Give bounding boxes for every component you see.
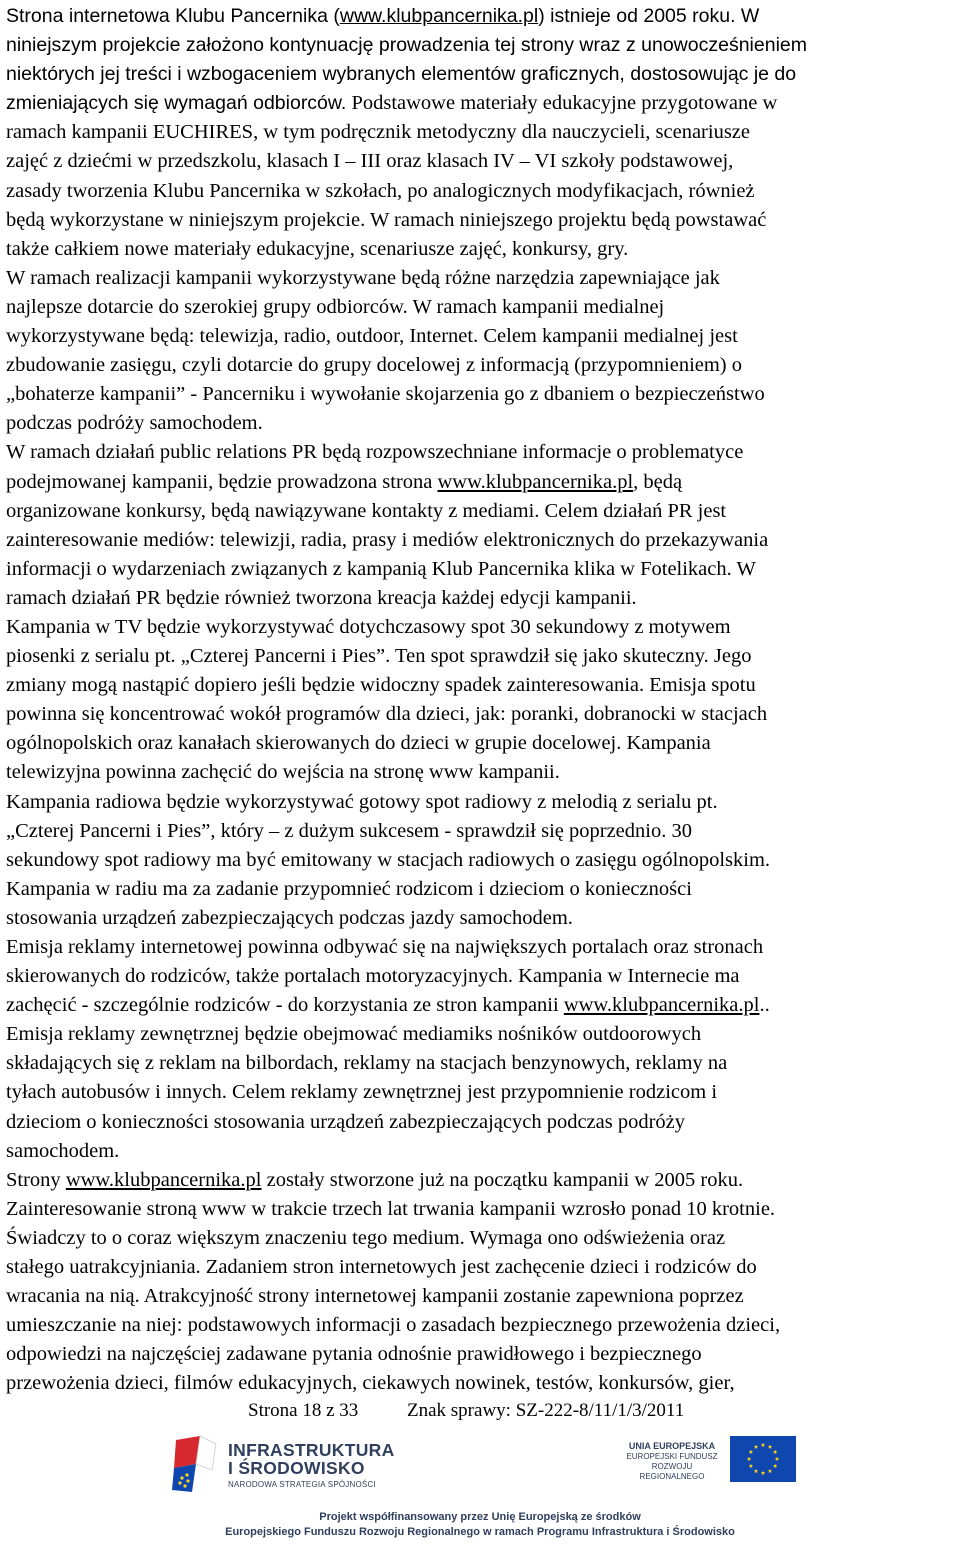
text-line [6,293,956,322]
text-segment: Strony [6,1168,66,1191]
cofinancing-line2: Europejskiego Funduszu Rozwoju Regionalnego w ramach Programu Infrastruktura i Środowisko [225,1526,735,1538]
text-segment: odpowiedzi na najczęściej zadawane pytania odnośnie prawidłowego i bezpiecznego [6,1343,702,1366]
text-segment: ogólnopolskich oraz kanałach skierowanych do dzieci w grupie docelowej. Kampania [6,732,711,755]
text-segment: Emisja reklamy zewnętrznej będzie obejmować mediamiks nośników outdoorowych [6,1023,702,1046]
text-line [6,1311,956,1340]
text-line [6,584,956,613]
text-segment: także całkiem nowe materiały edukacyjne, scenariusze zajęć, konkursy, gry. [6,237,629,260]
text-line [6,700,956,729]
text-line [6,875,956,904]
text-line [6,322,956,351]
text-segment: podejmowanej kampanii, będzie prowadzona strona [6,470,438,493]
website-link[interactable]: www.klubpancernika.pl [65,1168,262,1191]
poland-flag-icon [170,1434,222,1494]
text-segment: zachęcić - szczególnie rodziców - do korzystania ze stron kampanii [6,994,564,1017]
text-line [6,846,956,875]
eu-logo-text [620,1440,724,1482]
text-line [6,235,956,264]
case-reference: Znak sprawy: SZ-222-8/11/1/3/2011 [407,1400,685,1421]
text-line [6,1253,956,1282]
text-line [6,60,956,89]
text-segment: Kampania radiowa będzie wykorzystywać gotowy spot radiowy z melodią z serialu pt. [6,790,718,813]
text-segment: Zainteresowanie stroną www w trakcie trzech lat trwania kampanii wzrosło ponad 10 krotnie. [6,1197,776,1220]
text-line [6,1224,956,1253]
text-line [6,2,956,31]
text-segment: będą wykorzystane w niniejszym projekcie. W ramach niniejszego projektu będą powstawać [6,208,767,231]
text-segment: podczas podróży samochodem. [6,412,263,435]
text-line [6,526,956,555]
text-segment: „Czterej Pancerni i Pies”, który – z dużym sukcesem - sprawdził się poprzednio. 30 [6,819,692,842]
text-line [6,1195,956,1224]
eu-logo [620,1436,800,1488]
text-line [6,788,956,817]
text-line [6,933,956,962]
text-segment: Świadczy to o coraz większym znaczeniu tego medium. Wymaga ono odświeżenia oraz [6,1226,726,1249]
text-segment: najlepsze dotarcie do szerokiej grupy odbiorców. W ramach kampanii medialnej [6,295,665,318]
text-line [6,1020,956,1049]
text-line [6,904,956,933]
page-footer [0,1400,960,1422]
text-segment: W ramach działań public relations PR będą rozpowszechniane informacje o problematyce [6,441,744,464]
text-segment: składających się z reklam na bilbordach, reklamy na stacjach benzynowych, reklamy na [6,1052,728,1075]
text-line [6,497,956,526]
infra-logo-subtitle: NARODOWA STRATEGIA SPÓJNOŚCI [228,1480,376,1489]
cofinancing-line1: Projekt współfinansowany przez Unię Europejską ze środków [319,1511,641,1523]
text-segment: zmiany mogą nastąpić dopiero jeśli będzie widoczny spadek zainteresowania. Emisja spotu [6,674,756,697]
text-line [6,1282,956,1311]
text-line [6,206,956,235]
text-line [6,351,956,380]
infrastruktura-srodowisko-logo [170,1434,400,1494]
text-line [6,729,956,758]
text-segment: ) istnieje od 2005 roku. W [538,5,760,27]
eu-flag-icon [730,1436,796,1482]
text-line [6,613,956,642]
text-line [6,89,956,118]
infra-logo-line2: I ŚRODOWISKO [228,1458,365,1478]
website-link[interactable]: www.klubpancernika.pl [437,470,634,493]
page-number: Strona 18 z 33 [248,1400,359,1421]
text-segment: dzieciom o konieczności stosowania urządzeń zabezpieczających podczas podróży [6,1110,686,1133]
text-segment: piosenki z serialu pt. „Czterej Pancerni i Pies”. Ten spot sprawdził się jako skuteczny. Jego [6,645,752,668]
text-segment: niektórych jej treści i wzbogaceniem wybranych elementów graficznych, dostosowując je do [6,63,797,86]
text-segment: wykorzystywane będą: telewizja, radio, outdoor, Internet. Celem kampanii medialnej jest [6,325,738,348]
text-segment: Kampania w radiu ma za zadanie przypomnieć rodzicom i dzieciom o konieczności [6,877,692,900]
text-line [6,555,956,584]
text-segment: organizowane konkursy, będą nawiązywane kontakty z mediami. Celem działań PR jest [6,499,727,522]
text-line [6,409,956,438]
text-segment: Kampania w TV będzie wykorzystywać dotychczasowy spot 30 sekundowy z motywem [6,615,731,638]
text-line [6,1137,956,1166]
text-segment: .. [759,994,770,1017]
text-segment: zmieniających się wymagań odbiorców. [6,92,347,115]
infra-logo-line1: INFRASTRUKTURA [228,1440,395,1460]
text-line [6,1340,956,1369]
body-text [6,2,956,1399]
eu-logo-line3: ROZWOJU REGIONALNEGO [639,1462,705,1481]
text-line [6,962,956,991]
text-segment: ramach kampanii EUCHIRES, w tym podręcznik metodyczny dla nauczycieli, scenariusze [6,121,751,144]
text-segment: zainteresowanie mediów: telewizji, radia, prasy i mediów elektronicznych do przekazywania [6,528,769,551]
eu-logo-line1: UNIA EUROPEJSKA [628,1441,716,1451]
text-segment: samochodem. [6,1139,120,1162]
text-line [6,1369,956,1398]
text-line [6,642,956,671]
text-line [6,380,956,409]
text-segment: Strona internetowa Klubu Pancernika ( [6,5,340,27]
text-segment: , będą [633,470,683,493]
text-line [6,177,956,206]
text-line [6,1108,956,1137]
text-segment: niniejszym projekcie założono kontynuację prowadzenia tej strony wraz z unowocześnieniem [6,34,807,57]
text-segment: skierowanych do rodziców, także portalach motoryzacyjnych. Kampania w Internecie ma [6,965,740,988]
text-segment: sekundowy spot radiowy ma być emitowany w stacjach radiowych o zasięgu ogólnopolskim. [6,848,771,871]
text-line [6,671,956,700]
text-segment: zasady tworzenia Klubu Pancernika w szkołach, po analogicznych modyfikacjach, również [6,179,755,202]
text-line [6,1049,956,1078]
cofinancing-note [0,1510,960,1540]
text-segment: Podstawowe materiały edukacyjne przygotowane w [346,92,778,115]
text-line [6,1078,956,1107]
text-segment: telewizyjna powinna zachęcić do wejścia na stronę www kampanii. [6,761,560,784]
text-segment: W ramach realizacji kampanii wykorzystywane będą różne narzędzia zapewniające jak [6,266,720,289]
website-link[interactable]: www.klubpancernika.pl [339,5,539,27]
text-segment: przewożenia dzieci, filmów edukacyjnych, ciekawych nowinek, testów, konkursów, gier, [6,1372,735,1395]
text-segment: zbudowanie zasięgu, czyli dotarcie do grupy docelowej z informacją (przypomnieniem) o [6,354,743,377]
text-line [6,1166,956,1195]
text-segment: Emisja reklamy internetowej powinna odbywać się na największych portalach oraz stronach [6,936,764,958]
text-line [6,31,956,60]
text-segment: wracania na nią. Atrakcyjność strony internetowej kampanii zostanie zapewniona poprzez [6,1285,744,1308]
text-segment: tyłach autobusów i innych. Celem reklamy zewnętrznej jest przypomnienie rodzicom i [6,1081,718,1104]
text-line [6,438,956,467]
text-segment: powinna się koncentrować wokół programów dla dzieci, jak: poranki, dobranocki w stacjach [6,703,768,726]
text-line [6,758,956,787]
footer-logos [0,1424,960,1547]
text-segment: zostały stworzone już na początku kampanii w 2005 roku. [261,1168,744,1191]
text-line [6,118,956,147]
text-segment: stosowania urządzeń zabezpieczających podczas jazdy samochodem. [6,906,573,929]
website-link[interactable]: www.klubpancernika.pl [563,994,760,1017]
text-segment: „bohaterze kampanii” - Pancerniku i wywołanie skojarzenia go z dbaniem o bezpieczeństwo [6,383,765,406]
text-segment: stałego uatrakcyjniania. Zadaniem stron internetowych jest zachęcenie dzieci i rodziców do [6,1256,757,1279]
text-segment: umieszczanie na niej: podstawowych informacji o zasadach bezpiecznego przewożenia dzieci, [6,1314,781,1337]
text-segment: zajęć z dziećmi w przedszkolu, klasach I – III oraz klasach IV – VI szkoły podstawowej, [6,150,734,173]
text-segment: informacji o wydarzeniach związanych z kampanią Klub Pancernika klika w Fotelikach. W [6,557,756,580]
text-line [6,468,956,497]
eu-logo-line2: EUROPEJSKI FUNDUSZ [626,1452,718,1461]
text-line [6,264,956,293]
text-line [6,147,956,176]
text-line [6,991,956,1020]
text-line [6,817,956,846]
text-segment: ramach działań PR będzie również tworzona kreacja każdej edycji kampanii. [6,586,637,609]
